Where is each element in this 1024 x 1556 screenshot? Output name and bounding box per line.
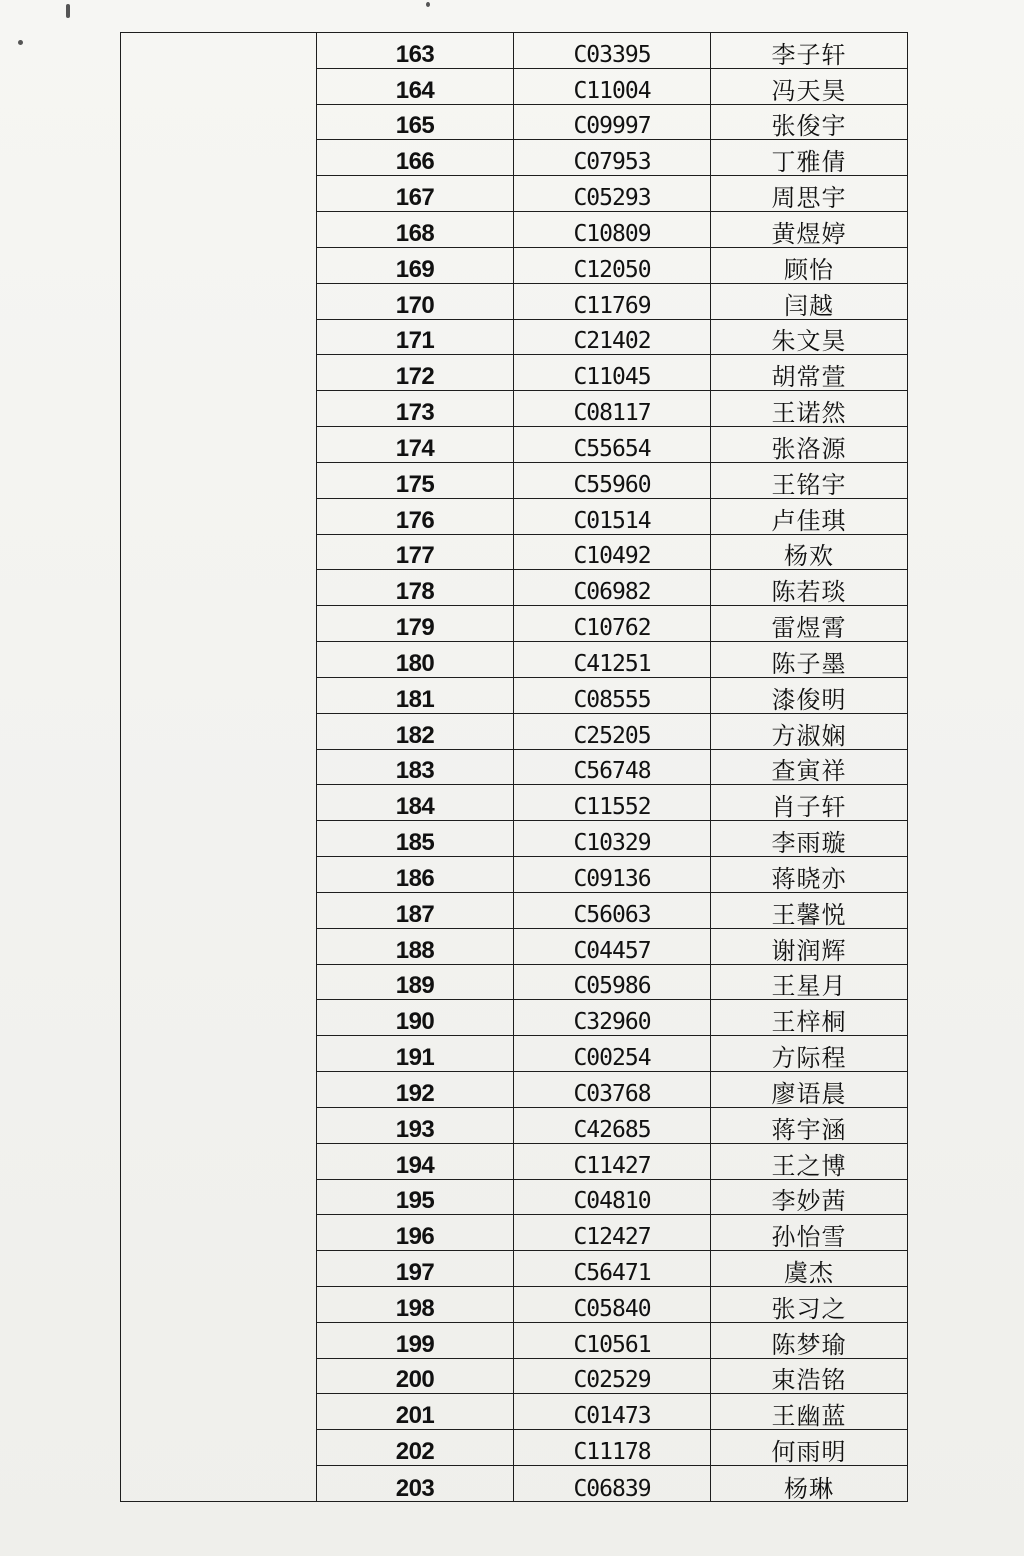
serial-number-cell: 183 xyxy=(317,750,514,785)
table-row xyxy=(317,176,907,212)
table-row xyxy=(317,1359,907,1395)
table-row xyxy=(317,750,907,786)
student-name-cell: 肖子轩 xyxy=(771,793,847,822)
student-id-cell: C04810 xyxy=(514,1180,711,1215)
serial-number-cell: 172 xyxy=(317,355,514,390)
student-name-cell: 李雨璇 xyxy=(771,829,847,858)
table-row xyxy=(317,463,907,499)
student-id-cell: C03395 xyxy=(514,33,711,68)
student-name-cell: 张习之 xyxy=(771,1294,847,1323)
roster-table xyxy=(120,32,908,1502)
serial-number-cell: 175 xyxy=(317,463,514,498)
student-id-cell: C11045 xyxy=(514,355,711,390)
student-id-cell: C10762 xyxy=(514,606,711,641)
student-id-cell: C05986 xyxy=(514,965,711,1000)
table-row xyxy=(317,1215,907,1251)
student-id-cell: C11769 xyxy=(514,284,711,319)
student-name-cell: 陈子墨 xyxy=(771,649,847,678)
table-row xyxy=(317,427,907,463)
table-row xyxy=(317,33,907,69)
table-row xyxy=(317,535,907,571)
table-row xyxy=(317,893,907,929)
student-name-cell: 冯天昊 xyxy=(771,76,847,105)
student-name-cell: 杨欢 xyxy=(784,542,834,571)
student-id-cell: C42685 xyxy=(514,1108,711,1143)
table-row xyxy=(317,1072,907,1108)
table-row xyxy=(317,1000,907,1036)
scan-speck xyxy=(18,40,23,45)
serial-number-cell: 173 xyxy=(317,391,514,426)
serial-number-cell: 184 xyxy=(317,785,514,820)
serial-number-cell: 202 xyxy=(317,1430,514,1465)
serial-number-cell: 196 xyxy=(317,1215,514,1250)
student-id-cell: C56063 xyxy=(514,893,711,928)
student-name-cell: 漆俊明 xyxy=(771,685,847,714)
serial-number-cell: 191 xyxy=(317,1036,514,1071)
student-name-cell: 王诺然 xyxy=(771,399,847,428)
table-row xyxy=(317,212,907,248)
serial-number-cell: 185 xyxy=(317,821,514,856)
student-id-cell: C00254 xyxy=(514,1036,711,1071)
student-id-cell: C07953 xyxy=(514,140,711,175)
serial-number-cell: 169 xyxy=(317,248,514,283)
table-row xyxy=(317,929,907,965)
student-id-cell: C41251 xyxy=(514,642,711,677)
serial-number-cell: 186 xyxy=(317,857,514,892)
table-row xyxy=(317,1180,907,1216)
table-row xyxy=(317,570,907,606)
student-id-cell: C05840 xyxy=(514,1287,711,1322)
student-id-cell: C11004 xyxy=(514,69,711,104)
student-id-cell: C05293 xyxy=(514,176,711,211)
student-id-cell: C12050 xyxy=(514,248,711,283)
serial-number-cell: 178 xyxy=(317,570,514,605)
serial-number-cell: 199 xyxy=(317,1323,514,1358)
serial-number-cell: 195 xyxy=(317,1180,514,1215)
student-id-cell: C10561 xyxy=(514,1323,711,1358)
student-id-cell: C09997 xyxy=(514,105,711,140)
student-name-cell: 王幽蓝 xyxy=(771,1402,847,1431)
student-id-cell: C32960 xyxy=(514,1000,711,1035)
roster-rows xyxy=(317,33,907,1501)
student-name-cell: 李妙茜 xyxy=(771,1187,847,1216)
table-row xyxy=(317,248,907,284)
table-row xyxy=(317,105,907,141)
serial-number-cell: 187 xyxy=(317,893,514,928)
student-id-cell: C11552 xyxy=(514,785,711,820)
student-name-cell: 胡常萱 xyxy=(771,363,847,392)
table-row xyxy=(317,606,907,642)
serial-number-cell: 164 xyxy=(317,69,514,104)
serial-number-cell: 201 xyxy=(317,1394,514,1429)
table-row xyxy=(317,284,907,320)
serial-number-cell: 203 xyxy=(317,1466,514,1502)
serial-number-cell: 168 xyxy=(317,212,514,247)
table-row xyxy=(317,965,907,1001)
student-name-cell: 闫越 xyxy=(784,291,834,320)
table-row xyxy=(317,1036,907,1072)
student-name-cell: 王馨悦 xyxy=(771,900,847,929)
table-row xyxy=(317,320,907,356)
serial-number-cell: 166 xyxy=(317,140,514,175)
student-id-cell: C56748 xyxy=(514,750,711,785)
student-name-cell: 查寅祥 xyxy=(771,757,847,786)
table-row xyxy=(317,1287,907,1323)
serial-number-cell: 171 xyxy=(317,320,514,355)
student-name-cell: 王铭宇 xyxy=(771,470,847,499)
table-row xyxy=(317,391,907,427)
student-name-cell: 王梓桐 xyxy=(771,1008,847,1037)
student-id-cell: C21402 xyxy=(514,320,711,355)
table-row xyxy=(317,785,907,821)
serial-number-cell: 182 xyxy=(317,714,514,749)
table-row xyxy=(317,821,907,857)
student-id-cell: C08555 xyxy=(514,678,711,713)
student-id-cell: C09136 xyxy=(514,857,711,892)
serial-number-cell: 198 xyxy=(317,1287,514,1322)
student-name-cell: 张洛源 xyxy=(771,434,847,463)
table-row xyxy=(317,857,907,893)
student-name-cell: 王之博 xyxy=(771,1151,847,1180)
student-name-cell: 丁雅倩 xyxy=(771,148,847,177)
student-id-cell: C10329 xyxy=(514,821,711,856)
serial-number-cell: 189 xyxy=(317,965,514,1000)
table-row xyxy=(317,1251,907,1287)
serial-number-cell: 192 xyxy=(317,1072,514,1107)
serial-number-cell: 190 xyxy=(317,1000,514,1035)
serial-number-cell: 167 xyxy=(317,176,514,211)
serial-number-cell: 200 xyxy=(317,1359,514,1394)
student-id-cell: C06839 xyxy=(514,1466,711,1502)
student-id-cell: C01473 xyxy=(514,1394,711,1429)
serial-number-cell: 194 xyxy=(317,1144,514,1179)
student-name-cell: 方淑娴 xyxy=(771,721,847,750)
scan-speck xyxy=(426,2,430,7)
student-id-cell: C55960 xyxy=(514,463,711,498)
serial-number-cell: 188 xyxy=(317,929,514,964)
student-name-cell: 谢润辉 xyxy=(771,936,847,965)
student-id-cell: C11427 xyxy=(514,1144,711,1179)
table-row xyxy=(317,1108,907,1144)
student-id-cell: C02529 xyxy=(514,1359,711,1394)
table-row xyxy=(317,140,907,176)
student-id-cell: C08117 xyxy=(514,391,711,426)
student-name-cell: 陈梦瑜 xyxy=(771,1330,847,1359)
table-row xyxy=(317,1144,907,1180)
student-id-cell: C55654 xyxy=(514,427,711,462)
student-id-cell: C11178 xyxy=(514,1430,711,1465)
student-name-cell: 张俊宇 xyxy=(771,112,847,141)
blank-first-column xyxy=(121,33,317,1501)
student-id-cell: C10492 xyxy=(514,535,711,570)
scan-speck xyxy=(66,4,70,18)
table-row xyxy=(317,1323,907,1359)
serial-number-cell: 179 xyxy=(317,606,514,641)
student-id-cell: C01514 xyxy=(514,499,711,534)
serial-number-cell: 163 xyxy=(317,33,514,68)
student-name-cell: 杨琳 xyxy=(784,1474,834,1503)
student-name-cell: 朱文昊 xyxy=(771,327,847,356)
serial-number-cell: 181 xyxy=(317,678,514,713)
student-name-cell: 黄煜婷 xyxy=(771,219,847,248)
student-name-cell: 蒋晓亦 xyxy=(771,864,847,893)
student-name-cell: 方际程 xyxy=(771,1044,847,1073)
serial-number-cell: 176 xyxy=(317,499,514,534)
student-id-cell: C12427 xyxy=(514,1215,711,1250)
student-name-cell: 虞杰 xyxy=(784,1258,834,1287)
serial-number-cell: 165 xyxy=(317,105,514,140)
serial-number-cell: 177 xyxy=(317,535,514,570)
table-row xyxy=(317,499,907,535)
serial-number-cell: 193 xyxy=(317,1108,514,1143)
student-id-cell: C56471 xyxy=(514,1251,711,1286)
student-id-cell: C03768 xyxy=(514,1072,711,1107)
student-name-cell: 雷煜霄 xyxy=(771,614,847,643)
student-name-cell: 顾怡 xyxy=(784,255,834,284)
student-name-cell: 孙怡雪 xyxy=(771,1223,847,1252)
table-row xyxy=(317,1466,907,1502)
student-name-cell: 王星月 xyxy=(771,972,847,1001)
table-row xyxy=(317,69,907,105)
student-name-cell: 周思宇 xyxy=(771,184,847,213)
student-id-cell: C04457 xyxy=(514,929,711,964)
student-name-cell: 蒋宇涵 xyxy=(771,1115,847,1144)
student-id-cell: C25205 xyxy=(514,714,711,749)
student-name-cell: 廖语晨 xyxy=(771,1079,847,1108)
student-id-cell: C06982 xyxy=(514,570,711,605)
serial-number-cell: 174 xyxy=(317,427,514,462)
student-name-cell: 李子轩 xyxy=(771,40,847,69)
student-name-cell: 卢佳琪 xyxy=(771,506,847,535)
table-row xyxy=(317,642,907,678)
table-row xyxy=(317,714,907,750)
table-row xyxy=(317,1394,907,1430)
student-name-cell: 陈若琰 xyxy=(771,578,847,607)
student-name-cell: 束浩铭 xyxy=(771,1366,847,1395)
serial-number-cell: 170 xyxy=(317,284,514,319)
serial-number-cell: 180 xyxy=(317,642,514,677)
table-row xyxy=(317,355,907,391)
serial-number-cell: 197 xyxy=(317,1251,514,1286)
student-name-cell: 何雨明 xyxy=(771,1438,847,1467)
table-row xyxy=(317,678,907,714)
table-row xyxy=(317,1430,907,1466)
student-id-cell: C10809 xyxy=(514,212,711,247)
